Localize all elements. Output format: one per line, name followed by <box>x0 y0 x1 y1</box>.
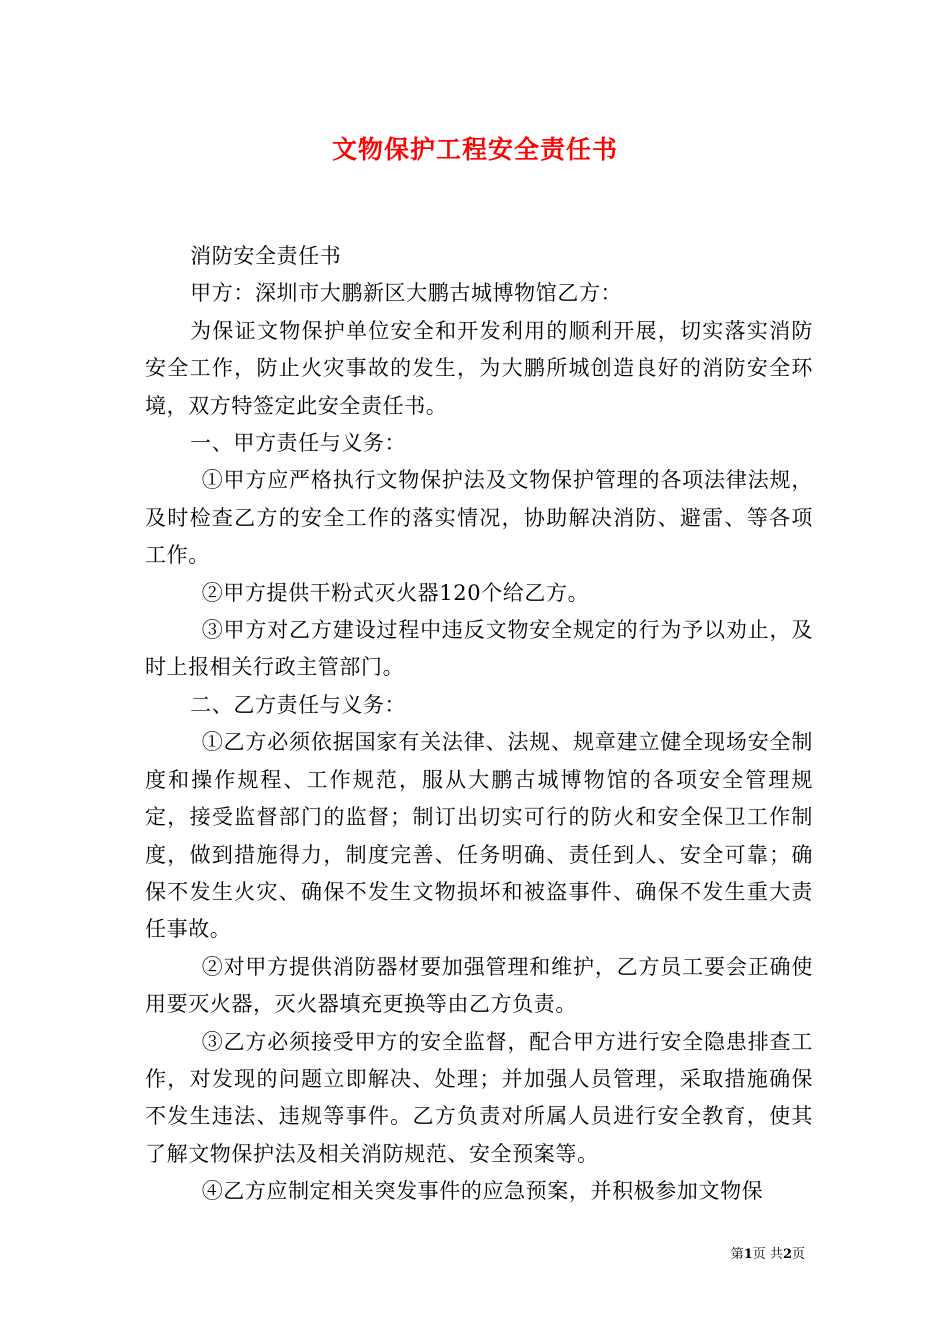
footer-current-page: 1 <box>743 1247 753 1262</box>
footer-suffix: 页 <box>791 1247 805 1262</box>
body-paragraph: 一、甲方责任与义务： <box>190 431 407 456</box>
body-paragraph: 为保证文物保护单位安全和开发利用的顺利开展，切实落实消防安全工作，防止火灾事故的发生，为大鹏所城创造良好的消防安全环境，双方特签定此安全责任书。 <box>145 318 813 418</box>
body-paragraph: 二、乙方责任与义务： <box>190 692 407 717</box>
page-footer <box>0 1246 805 1264</box>
body-paragraph: 消防安全责任书 <box>190 244 342 268</box>
body-paragraph: ②甲方提供干粉式灭火器120个给乙方。 <box>201 580 590 605</box>
footer-middle: 页 共 <box>752 1247 783 1262</box>
document-title: 文物保护工程安全责任书 <box>331 135 618 164</box>
body-paragraph: ②对甲方提供消防器材要加强管理和维护，乙方员工要会正确使用要灭火器，灭火器填充更换等由乙方负责。 <box>145 954 813 1017</box>
body-paragraph: ①乙方必须依据国家有关法律、法规、规章建立健全现场安全制度和操作规程、工作规范，服从大鹏古城博物馆的各项安全管理规定，接受监督部门的监督；制订出切实可行的防火和安全保卫工作制度，做到措施得力，制度完善、任务明确、责任到人、安全可靠；确保不发生火灾、确保不发生文物损坏和被盗事件、确保不发生重大责任事故。 <box>145 730 813 942</box>
document-body <box>145 238 813 1211</box>
footer-total-pages: 2 <box>782 1247 792 1262</box>
footer-prefix: 第 <box>730 1247 744 1262</box>
body-paragraph: ③乙方必须接受甲方的安全监督，配合甲方进行安全隐患排查工作，对发现的问题立即解决、处理；并加强人员管理，采取措施确保不发生违法、违规等事件。乙方负责对所属人员进行安全教育，使其了解文物保护法及相关消防规范、安全预案等。 <box>145 1029 813 1166</box>
body-paragraph: ③甲方对乙方建设过程中违反文物安全规定的行为予以劝止，及时上报相关行政主管部门。 <box>145 618 813 680</box>
body-paragraph: 甲方：深圳市大鹏新区大鹏古城博物馆乙方： <box>190 281 623 306</box>
body-paragraph: ④乙方应制定相关突发事件的应急预案，并积极参加文物保 <box>201 1179 764 1204</box>
body-paragraph: ①甲方应严格执行文物保护法及文物保护管理的各项法律法规，及时检查乙方的安全工作的落实情况，协助解决消防、避雷、等各项工作。 <box>145 468 813 568</box>
